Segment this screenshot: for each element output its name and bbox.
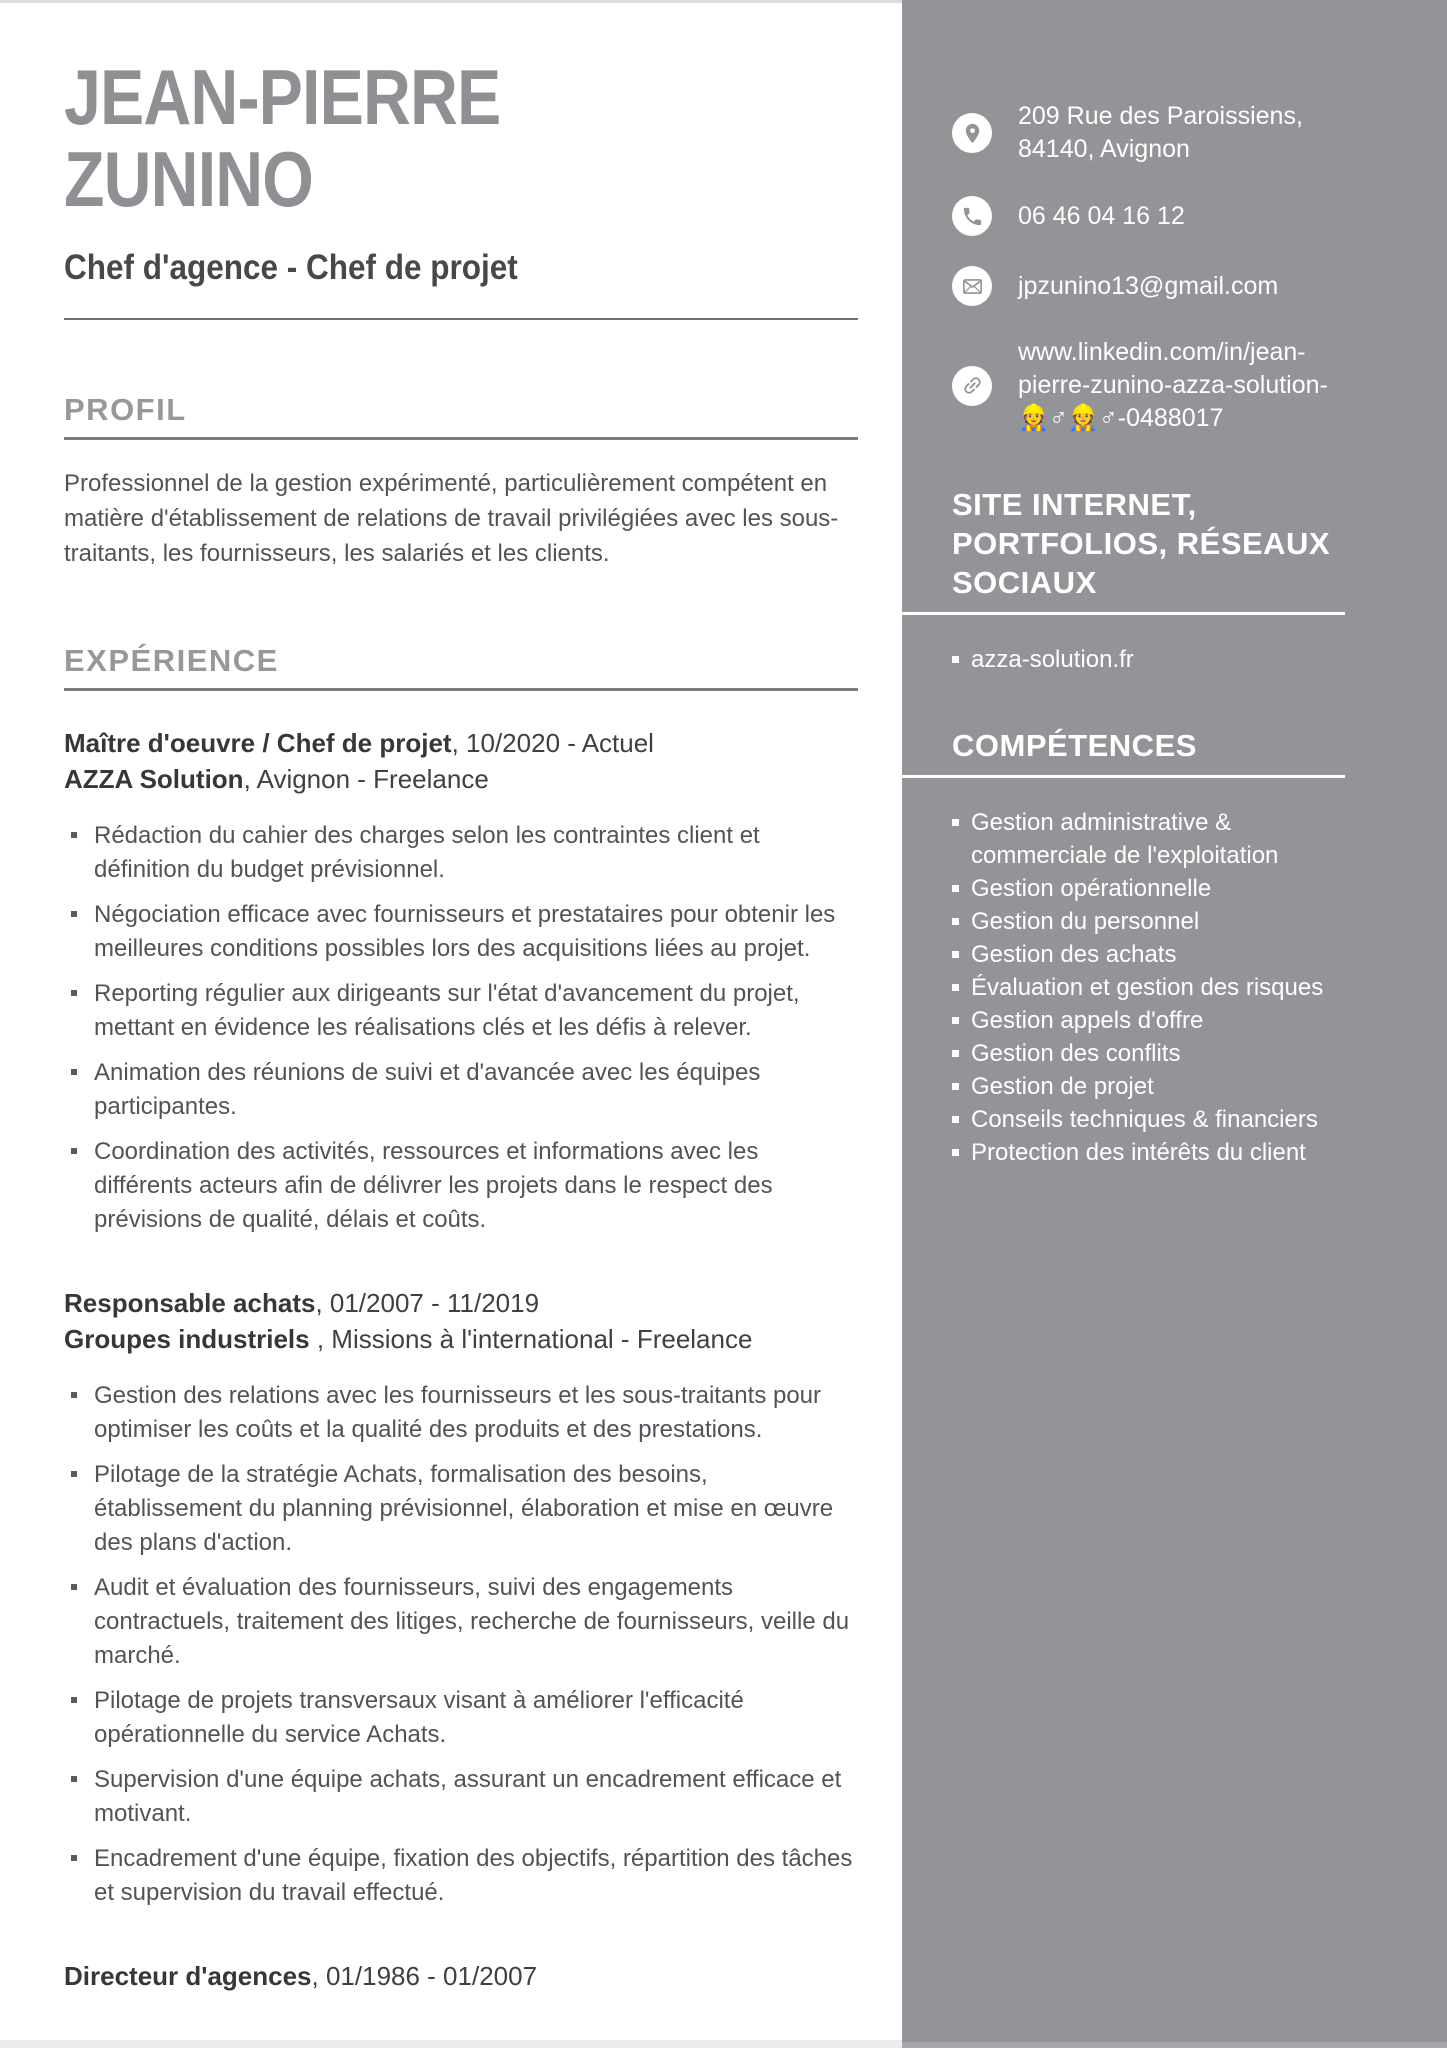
job-title-bold: Directeur d'agences bbox=[64, 1961, 312, 1991]
contact-value-line[interactable]: pierre-zunino-azza-solution- bbox=[1018, 371, 1328, 399]
job-subtitle-line bbox=[64, 761, 858, 797]
job-location: , Missions à l'international - Freelance bbox=[309, 1324, 753, 1354]
contact-row bbox=[952, 266, 1357, 306]
job-bullet: Négociation efficace avec fournisseurs et prestataires pour obtenir les meilleures conditions possibles lors des acquisitions liées au projet. bbox=[64, 898, 858, 966]
person-name-line2: ZUNINO bbox=[64, 135, 314, 223]
headline-rule bbox=[64, 318, 858, 320]
section-heading-experience: EXPÉRIENCE bbox=[64, 643, 279, 678]
job-title-dates: , 10/2020 - Actuel bbox=[451, 728, 654, 758]
job-subtitle-line bbox=[64, 1321, 858, 1357]
sidebar-list-item: Gestion de projet bbox=[952, 1070, 1357, 1103]
job-bullet-list bbox=[64, 819, 858, 1237]
headline: Chef d'agence - Chef de projet bbox=[64, 248, 518, 287]
contact-value bbox=[1018, 270, 1278, 303]
job-bullet: Audit et évaluation des fournisseurs, suivi des engagements contractuels, traitement des litiges, recherche de fournisseurs, veille du marché. bbox=[64, 1571, 858, 1673]
job-bullet: Reporting régulier aux dirigeants sur l'état d'avancement du projet, mettant en évidence les réalisations clés et les défis à relever. bbox=[64, 977, 858, 1045]
experience-rule bbox=[64, 688, 858, 691]
contact-value-line[interactable]: jpzunino13@gmail.com bbox=[1018, 271, 1279, 300]
email-icon bbox=[952, 266, 992, 306]
page-top-edge bbox=[0, 0, 902, 3]
sidebar-list bbox=[952, 806, 1357, 1169]
job-title-bold: Responsable achats bbox=[64, 1288, 316, 1318]
contact-value bbox=[1018, 336, 1328, 435]
sidebar-list-item: Gestion opérationnelle bbox=[952, 872, 1357, 905]
job-entry bbox=[64, 725, 858, 1237]
contact-value bbox=[1018, 200, 1185, 233]
sidebar-section-heading: SITE INTERNET, PORTFOLIOS, RÉSEAUX SOCIAUX bbox=[952, 487, 1331, 600]
jobs-container bbox=[64, 725, 858, 1994]
sidebar-list bbox=[952, 643, 1357, 676]
job-title-dates: , 01/1986 - 01/2007 bbox=[311, 1961, 538, 1991]
job-bullet: Gestion des relations avec les fournisseurs et les sous-traitants pour optimiser les coûts et la qualité des produits et des prestations. bbox=[64, 1379, 858, 1447]
contact-block bbox=[952, 100, 1357, 435]
page-bottom-edge-left bbox=[0, 2040, 902, 2048]
job-company: AZZA Solution bbox=[64, 764, 244, 794]
job-title-bold: Maître d'oeuvre / Chef de projet bbox=[64, 728, 452, 758]
profil-rule bbox=[64, 437, 858, 440]
main-column bbox=[64, 0, 858, 1994]
phone-icon bbox=[952, 196, 992, 236]
job-company: Groupes industriels bbox=[64, 1324, 310, 1354]
sidebar-list-item: Gestion des achats bbox=[952, 938, 1357, 971]
job-bullet: Coordination des activités, ressources et informations avec les différents acteurs afin de délivrer les projets dans le respect des prévisions de qualité, délais et coûts. bbox=[64, 1135, 858, 1237]
sidebar-list-item: Conseils techniques & financiers bbox=[952, 1103, 1357, 1136]
job-bullet: Supervision d'une équipe achats, assurant un encadrement efficace et motivant. bbox=[64, 1763, 858, 1831]
location-icon bbox=[952, 113, 992, 153]
contact-row bbox=[952, 196, 1357, 236]
contact-row bbox=[952, 336, 1357, 435]
contact-value-line: 84140, Avignon bbox=[1018, 135, 1190, 163]
sidebar-list-item: Protection des intérêts du client bbox=[952, 1136, 1357, 1169]
contact-row bbox=[952, 100, 1357, 166]
job-entry bbox=[64, 1958, 858, 1994]
contact-value-line[interactable]: 👷♂👷♂-0488017 bbox=[1018, 404, 1224, 432]
contact-value-line[interactable]: 06 46 04 16 12 bbox=[1018, 201, 1185, 230]
contact-value-line[interactable]: www.linkedin.com/in/jean- bbox=[1018, 338, 1306, 366]
job-title-line bbox=[64, 725, 858, 761]
contact-value bbox=[1018, 100, 1303, 166]
sidebar bbox=[902, 0, 1447, 2048]
person-name-line1: JEAN-PIERRE bbox=[64, 53, 501, 141]
job-title-line bbox=[64, 1285, 858, 1321]
job-entry bbox=[64, 1285, 858, 1910]
sidebar-sections bbox=[952, 485, 1357, 1169]
job-location: , Avignon - Freelance bbox=[243, 764, 489, 794]
profil-text: Professionnel de la gestion expérimenté, particulièrement compétent en matière d'établissement de relations de travail privilégiées avec les sous-traitants, les fournisseurs, les salariés et les clients. bbox=[64, 470, 839, 567]
person-name bbox=[64, 53, 858, 223]
section-heading-profil: PROFIL bbox=[64, 392, 187, 427]
job-bullet: Pilotage de la stratégie Achats, formalisation des besoins, établissement du planning prévisionnel, élaboration et mise en œuvre des plans d'action. bbox=[64, 1458, 858, 1560]
sidebar-list-item: Gestion du personnel bbox=[952, 905, 1357, 938]
sidebar-list-item: Gestion des conflits bbox=[952, 1037, 1357, 1070]
sidebar-list-item: Gestion appels d'offre bbox=[952, 1004, 1357, 1037]
sidebar-section-rule bbox=[902, 775, 1345, 778]
page-bottom-edge-right bbox=[902, 2042, 1447, 2048]
job-bullet: Animation des réunions de suivi et d'avancée avec les équipes participantes. bbox=[64, 1056, 858, 1124]
contact-value-line: 209 Rue des Paroissiens, bbox=[1018, 102, 1303, 130]
sidebar-section-heading: COMPÉTENCES bbox=[952, 728, 1197, 763]
sidebar-list-item: Gestion administrative & commerciale de l'exploitation bbox=[952, 806, 1357, 872]
link-icon bbox=[952, 366, 992, 406]
sidebar-section-rule bbox=[902, 612, 1345, 615]
job-title-dates: , 01/2007 - 11/2019 bbox=[315, 1288, 540, 1318]
job-bullet: Encadrement d'une équipe, fixation des objectifs, répartition des tâches et supervision du travail effectué. bbox=[64, 1842, 858, 1910]
job-title-line bbox=[64, 1958, 858, 1994]
job-bullet-list bbox=[64, 1379, 858, 1910]
job-bullet: Rédaction du cahier des charges selon les contraintes client et définition du budget prévisionnel. bbox=[64, 819, 858, 887]
sidebar-list-item: Évaluation et gestion des risques bbox=[952, 971, 1357, 1004]
sidebar-list-item[interactable]: azza-solution.fr bbox=[952, 643, 1357, 676]
job-bullet: Pilotage de projets transversaux visant à améliorer l'efficacité opérationnelle du service Achats. bbox=[64, 1684, 858, 1752]
